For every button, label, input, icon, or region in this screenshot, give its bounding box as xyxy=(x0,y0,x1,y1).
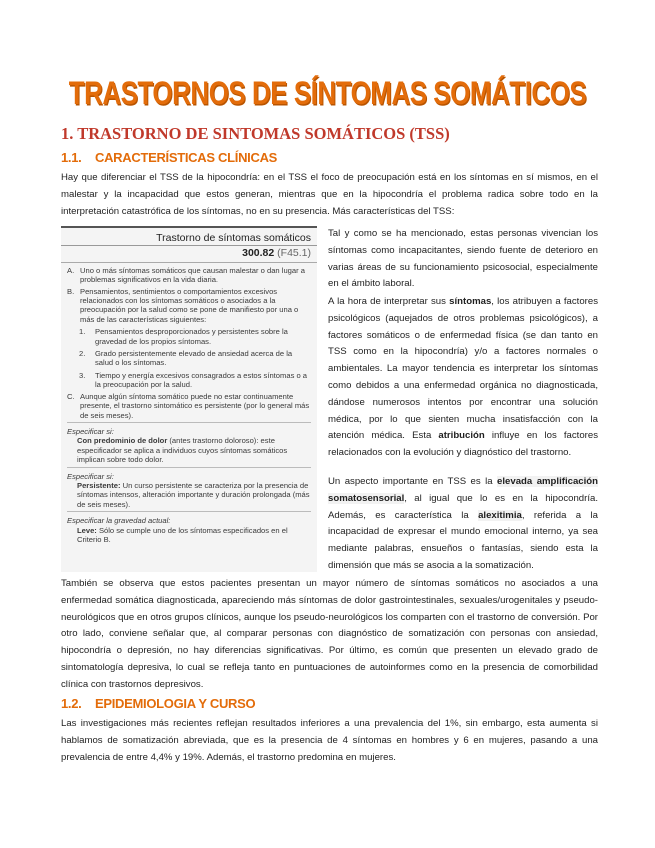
dsm-criterion-b: B. Pensamientos, sentimientos o comportamientos excesivos relacionados con los síntomas somáticos o asociados a la preocupación por la salud como se pone de manifiesto por una o más de las características siguientes: xyxy=(67,286,299,324)
section-heading-tss: 1. TRASTORNO DE SINTOMAS SOMÁTICOS (TSS) xyxy=(61,124,450,143)
page-title: TRASTORNOS DE SÍNTOMAS SOMÁTICOS xyxy=(68,74,587,112)
dsm-criterion-a: A. Uno o más síntomas somáticos que causan malestar o dan lugar a problemas significativos en la vida diaria. xyxy=(67,265,305,285)
dsm-criteria-box xyxy=(61,226,317,572)
subsection-heading-clinical xyxy=(61,150,277,165)
bold-term: síntomas xyxy=(449,296,492,307)
dsm-code-number: 300.82 xyxy=(242,247,275,260)
subsection-number: 1.2. xyxy=(61,696,82,711)
bold-term: elevada amplificación somatosensorial xyxy=(328,476,599,504)
dsm-specifier-persistent: Persistente: Un curso persistente se caracteriza por la presencia de síntomas intensos, alteración importante y duración prolongada (más de seis meses). xyxy=(77,480,310,509)
bold-term: atribución xyxy=(438,430,485,442)
dsm-header: Trastorno de síntomas somáticos xyxy=(61,228,317,246)
right-paragraph-2: A la hora de interpretar sus síntomas, los atribuyen a factores psicológicos (aquejados de otros problemas psicológicos), a factores somáticos o de enfermedad física (se dan tanto en TSS como en la hipocondría) y/o a factores normales o ambientales. La mayor tendencia es interpretar los síntomas como debidos a una enfermedad orgánica no diagnosticada, dándose numerosos intentos por encontrar una solución médica, por lo que sienten mucha insatisfacción con la atención médica. Esta atribución influye en los factores relacionados con la evolución y diagnóstico del trastorno. xyxy=(328,296,598,459)
dsm-criterion-b2: 2. Grado persistentemente elevado de ansiedad acerca de la salud o los síntomas. xyxy=(79,349,293,368)
full-paragraph-2: Las investigaciones más recientes reflejan resultados inferiores a una prevalencia del 1%, sin embargo, esta aumenta si hablamos de somatización abreviada, que es la presencia de 4 síntomas en hombres y 6 en mujeres, pasando a una prevalencia de entre 4,4% y 19%. Además, el trastorno predomina en mujeres. xyxy=(61,718,598,763)
subsection-title: CARACTERÍSTICAS CLÍNICAS xyxy=(95,150,278,165)
subsection-title: EPIDEMIOLOGIA Y CURSO xyxy=(95,696,256,711)
dsm-specifier-label: Especificar si: xyxy=(67,426,114,436)
subsection-heading-epidemiology xyxy=(61,696,255,711)
dsm-divider xyxy=(67,511,311,512)
subsection-number: 1.1. xyxy=(61,150,82,165)
dsm-divider xyxy=(67,467,311,468)
dsm-criterion-b3: 3. Tiempo y energía excesivos consagrados a estos síntomas o a la preocupación por la salud. xyxy=(79,370,308,390)
bold-term: alexitimia xyxy=(478,509,522,521)
dsm-specifier-pain: Con predominio de dolor (antes trastorno doloroso): este especificador se aplica a individuos cuyos síntomas somáticos implican sobre todo dolor. xyxy=(77,436,288,465)
right-paragraph-3: Un aspecto importante en TSS es la elevada amplificación somatosensorial, al igual que lo es en la hipocondría. Además, es característica la alexitimia, referida a la incapacidad de expresar el mundo emocional interno, ya sea mediante palabras, ensueños o fantasías, siendo esta la dimensión que más se asocia a la somatización. xyxy=(328,476,599,571)
dsm-criterion-b1: 1. Pensamientos desproporcionados y persistentes sobre la gravedad de los propios síntomas. xyxy=(79,327,288,346)
right-paragraph-1: Tal y como se ha mencionado, estas personas vivencian los síntomas como incapacitantes, siendo fuente de deterioro en varias áreas de su funcionamiento psicosocial, especialmente en el ámbito laboral. xyxy=(328,228,598,290)
dsm-specifier-label: Especificar si: xyxy=(67,471,114,481)
dsm-code-alt: (F45.1) xyxy=(277,247,311,260)
dsm-code xyxy=(61,246,317,262)
dsm-specifier-label: Especificar la gravedad actual: xyxy=(67,516,171,526)
dsm-divider xyxy=(67,422,311,423)
dsm-criterion-c: C. Aunque algún síntoma somático puede no estar continuamente presente, el trastorno sintomático es persistente (por lo general más de seis meses). xyxy=(67,391,310,420)
full-paragraph-1: También se observa que estos pacientes presentan un mayor número de síntomas somáticos no asociados a una enfermedad somática diagnosticada, apareciendo más síntomas de dolor gastrointestinales, sexuales/urogenitales y pseudo-neurológicos que en otros grupos clínicos, aunque los pseudo-neurológicos los comparten con el trastorno de conversión. Por otro lado, conviene señalar que, al comparar personas con diagnóstico de somatización con personas con ansiedad, hipocondría o depresión, no hay diferencias significativas. Por último, es común que presenten un elevado grado de sintomatología depresiva, lo cual se refleja tanto en puntuaciones de autoinformes como en la presencia de comorbilidad clínica con trastornos depresivos. xyxy=(61,578,598,690)
dsm-specifier-severity: Leve: Sólo se cumple uno de los síntomas especificados en el Criterio B. xyxy=(77,525,288,544)
intro-paragraph: Hay que diferenciar el TSS de la hipocondría: en el TSS el foco de preocupación está en los síntomas en sí mismos, en el malestar y la incapacidad que estos generan, mientras que en la hipocondría el problema radica sobre todo en la interpretación catastrófica de los síntomas, no en su presencia. Más características del TSS: xyxy=(61,172,598,217)
